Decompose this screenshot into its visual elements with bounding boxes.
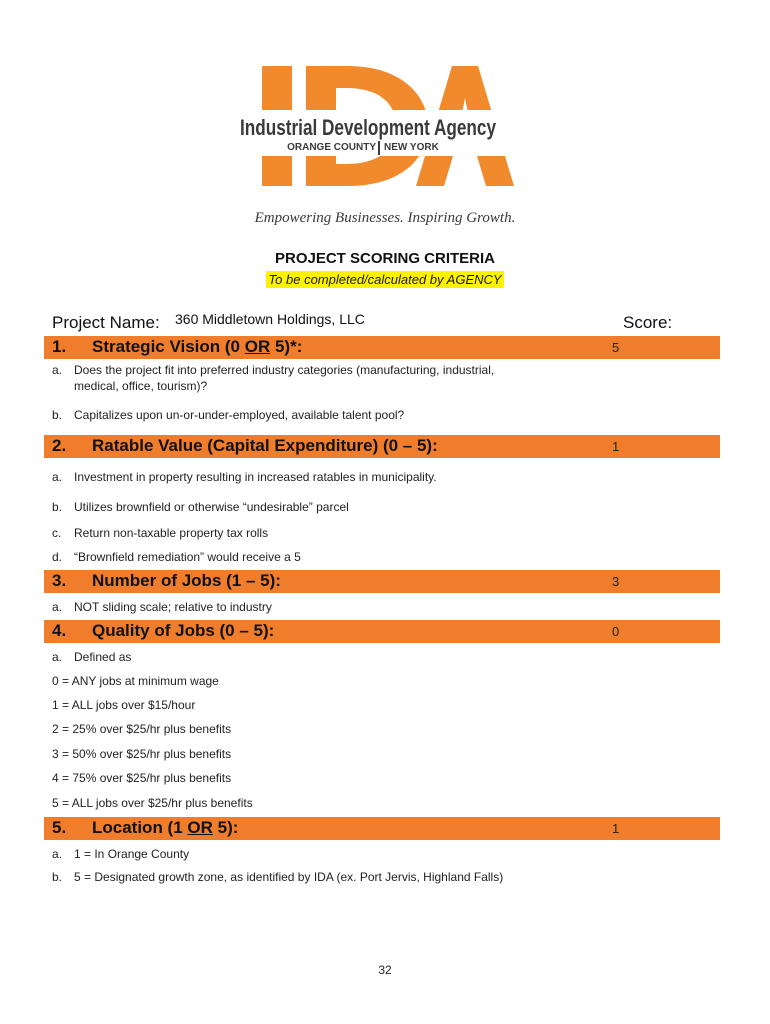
section-title: Location (1 OR 5): <box>92 818 239 837</box>
wage-tier-line: 4 = 75% over $25/hr plus benefits <box>52 771 232 785</box>
criteria-item: a. Investment in property resulting in increased ratables in municipality. <box>52 470 437 484</box>
document-title: PROJECT SCORING CRITERIA <box>274 250 496 267</box>
section-number: 4. <box>52 621 67 640</box>
score-label: Score: <box>623 313 673 332</box>
ida-logo <box>0 0 770 240</box>
state-name: NEW YORK <box>384 142 439 153</box>
wage-tier-line: 1 = ALL jobs over $15/hour <box>52 698 196 712</box>
criteria-item: b. 5 = Designated growth zone, as identified by IDA (ex. Port Jervis, Highland Falls) <box>52 870 504 884</box>
wage-tier-line: 0 = ANY jobs at minimum wage <box>52 674 219 688</box>
project-name-value: 360 Middletown Holdings, LLC <box>175 311 365 327</box>
criteria-item: a. NOT sliding scale; relative to industry <box>52 600 272 614</box>
criteria-item: b. Utilizes brownfield or otherwise “undesirable” parcel <box>52 500 349 514</box>
section-number: 2. <box>52 436 67 455</box>
section-bar-location <box>44 817 720 840</box>
project-name-label: Project Name: <box>52 313 160 332</box>
tagline: Empowering Businesses. Inspiring Growth. <box>254 210 516 226</box>
section-number: 5. <box>52 818 67 837</box>
wage-tier-line: 2 = 25% over $25/hr plus benefits <box>52 722 232 736</box>
section-score: 5 <box>612 340 620 355</box>
agency-name: Industrial Development Agency <box>240 115 497 140</box>
wage-tier-line: 5 = ALL jobs over $25/hr plus benefits <box>52 796 253 810</box>
section-title: Strategic Vision (0 OR 5)*: <box>92 337 303 356</box>
section-title: Quality of Jobs (0 – 5): <box>92 621 275 640</box>
section-bar-number-of-jobs <box>44 570 720 593</box>
section-bar-strategic-vision <box>44 336 720 359</box>
section-number: 3. <box>52 571 67 590</box>
criteria-item: b. Capitalizes upon un-or-under-employed, available talent pool? <box>52 408 405 422</box>
wage-tier-line: 3 = 50% over $25/hr plus benefits <box>52 747 232 761</box>
section-score: 3 <box>612 574 620 589</box>
criteria-item: c. Return non-taxable property tax rolls <box>52 526 269 540</box>
section-bar-quality-of-jobs <box>44 620 720 643</box>
section-score: 0 <box>612 624 620 639</box>
section-bar-ratable-value <box>44 435 720 458</box>
criteria-item: d. “Brownfield remediation” would receive a 5 <box>52 550 301 564</box>
section-title: Ratable Value (Capital Expenditure) (0 – 5): <box>92 436 438 455</box>
criteria-item: a. Does the project fit into preferred industry categories (manufacturing, industrial, medical, office, tourism)? <box>52 363 495 393</box>
section-title: Number of Jobs (1 – 5): <box>92 571 281 590</box>
county-name: ORANGE COUNTY <box>287 142 376 153</box>
page-number: 32 <box>378 963 392 977</box>
criteria-item: a. Defined as <box>52 650 132 664</box>
document-subtitle: To be completed/calculated by AGENCY <box>268 272 502 287</box>
logo-divider <box>378 141 380 155</box>
section-number: 1. <box>52 337 67 356</box>
section-score: 1 <box>612 439 620 454</box>
criteria-item: a. 1 = In Orange County <box>52 847 190 861</box>
section-score: 1 <box>612 821 620 836</box>
